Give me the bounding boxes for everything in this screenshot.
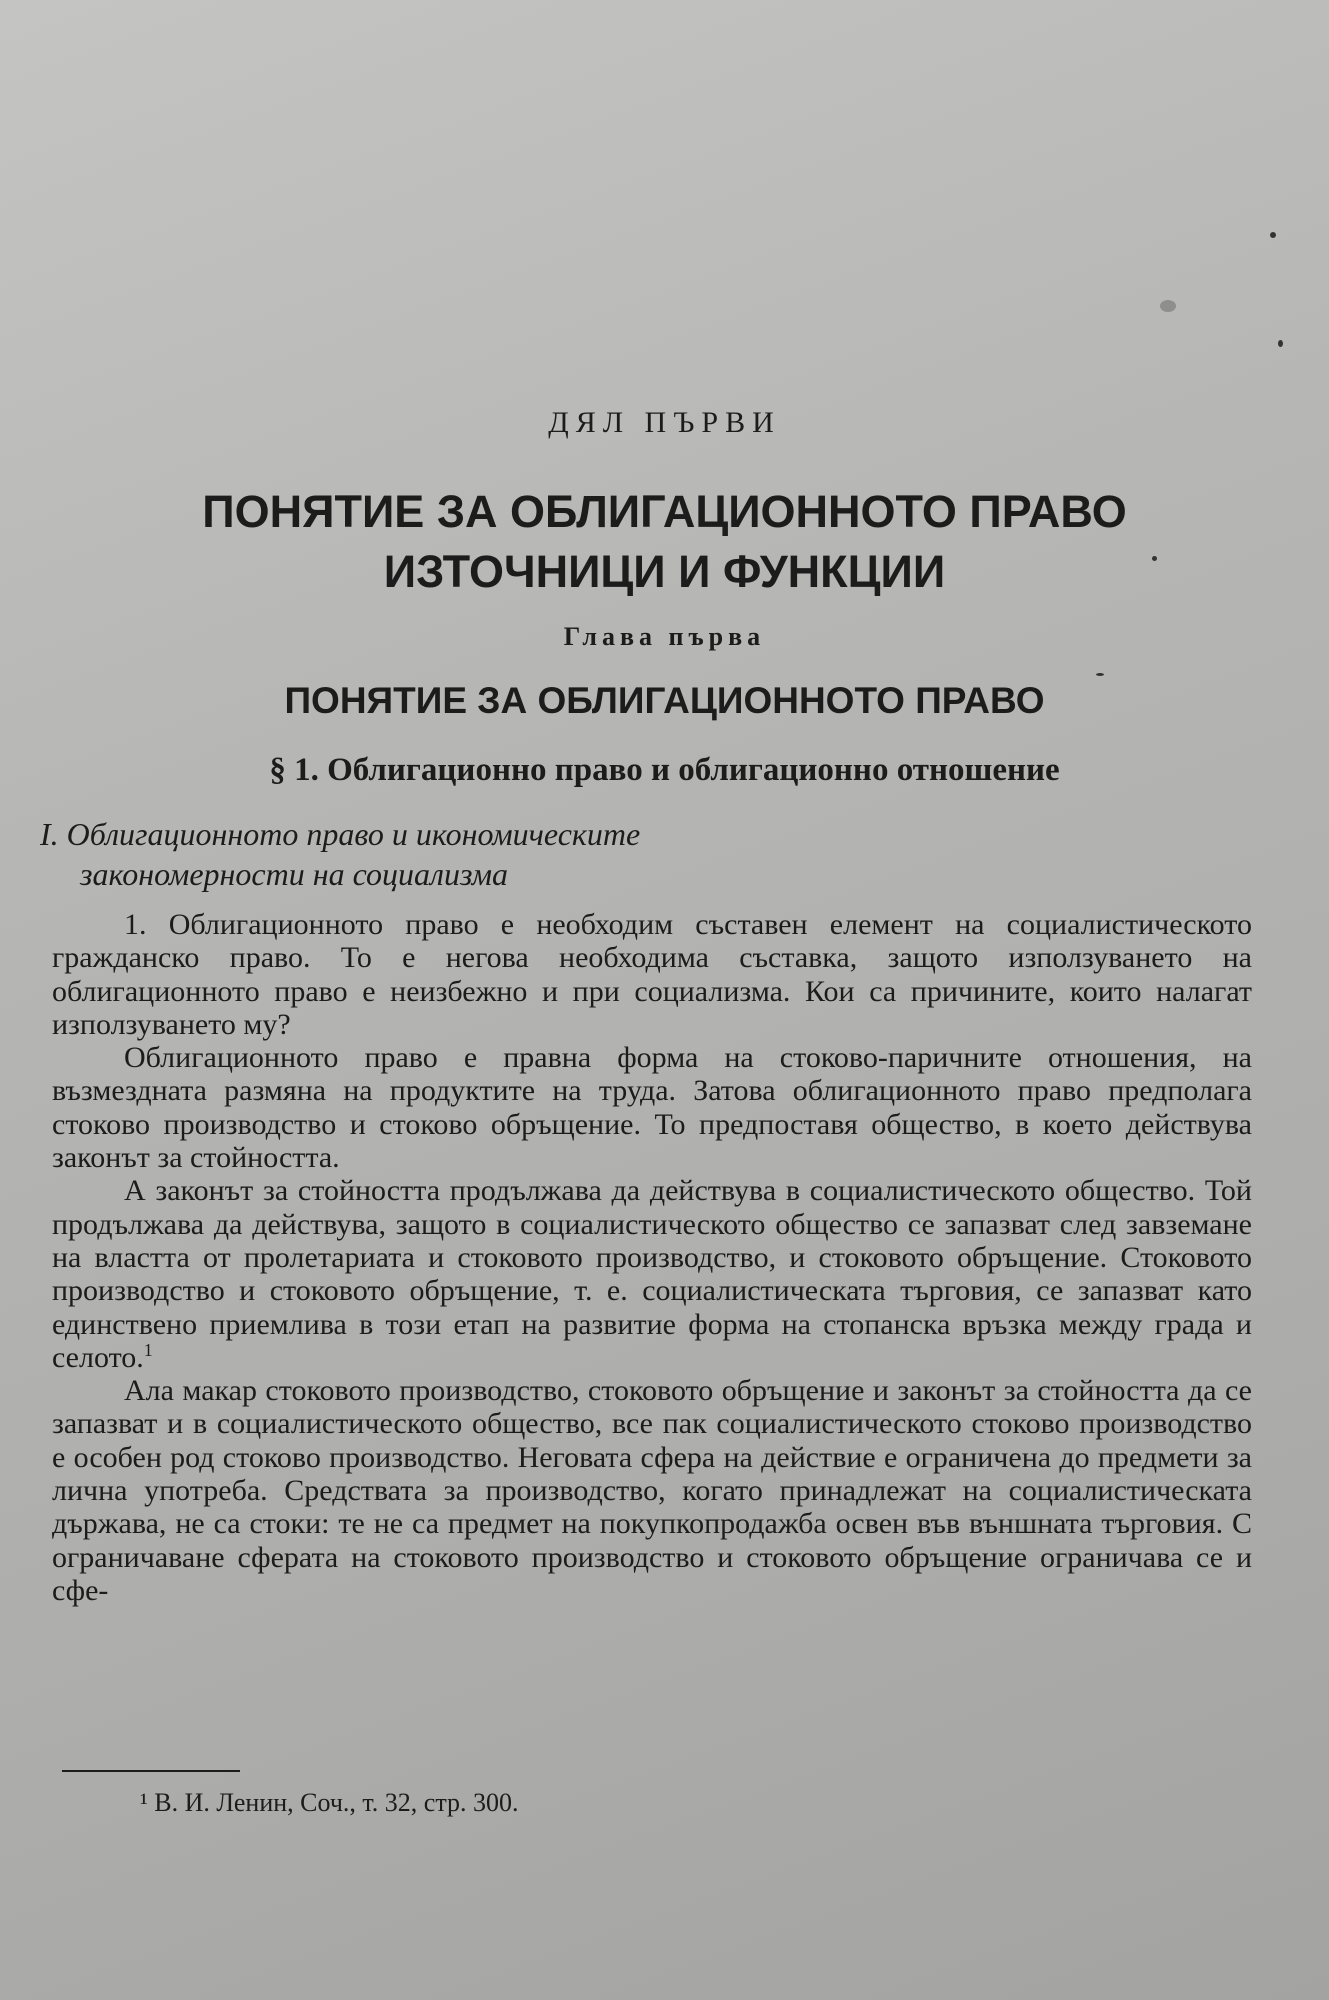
paper-speck [1152, 556, 1157, 561]
part-title [0, 482, 1329, 602]
part-title-line-1: ПОНЯТИЕ ЗА ОБЛИГАЦИОННОТО ПРАВО [202, 486, 1127, 537]
footnote-marker: 1 [143, 1339, 153, 1360]
paper-speck [1096, 673, 1104, 676]
body-text [52, 908, 1252, 1607]
subsection-line-2: закономерности на социализма [80, 856, 509, 892]
paper-speck [1160, 300, 1176, 312]
chapter-label: Глава първа [563, 622, 766, 651]
paper-speck [1270, 232, 1276, 238]
subsection-line-1: I. Облигационното право и икономическите [40, 816, 641, 852]
part-label: ДЯЛ ПЪРВИ [548, 406, 781, 439]
paragraph-2: Облигационното право е правна форма на стоково-паричните отношения, на възмездната размяна на продуктите на труда. Затова облигационното право предполага стоково производство и стоково обръщение. То предпоставя общество, в което действува законът за стойността. [52, 1041, 1252, 1175]
footnote-divider [62, 1770, 240, 1772]
part-title-line-2: ИЗТОЧНИЦИ И ФУНКЦИИ [383, 546, 946, 597]
paragraph-3 [52, 1174, 1252, 1374]
paragraph-1: 1. Облигационното право е необходим съставен елемент на социалистическото гражданско право. То е негова необходима съставка, защото използуването на облигационното право е неизбежно и при социализма. Кои са причините, които налагат използуването му? [52, 908, 1252, 1041]
paragraph-4: Ала макар стоковото производство, стоковото обръщение и законът за стойността да се запазват и в социалистическото общество, все пак социалистическото стоково производство е особен род стоково производство. Неговата сфера на действие е ограничена до предмети за лична употреба. Средствата за производство, когато принадлежат на социалистическата държава, не са стоки: те не са предмет на покупкопродажба освен във външната търговия. С ограничаване сферата на стоковото производство и стоковото обръщение ограничава се и сфе- [52, 1374, 1252, 1607]
paper-speck [1278, 340, 1283, 347]
chapter-title: ПОНЯТИЕ ЗА ОБЛИГАЦИОННОТО ПРАВО [284, 680, 1045, 721]
footnote: ¹ В. И. Ленин, Соч., т. 32, стр. 300. [140, 1788, 519, 1817]
subsection-heading [40, 814, 1040, 894]
section-title: § 1. Облигационно право и облигационно отношение [269, 752, 1060, 788]
paragraph-3-text: А законът за стойността продължава да действува в социалистическото общество. Той продължава да действува, защото в социалистическото общество се запазват след завземане на властта от пролетариата и стоковото производство, и стоковото обръщение. Стоковото производство и стоковото обръщение, т. е. социалистическата търговия, се запазват като единствено приемлива в този етап на развитие форма на стопанска връзка между града и селото. [52, 1174, 1252, 1374]
